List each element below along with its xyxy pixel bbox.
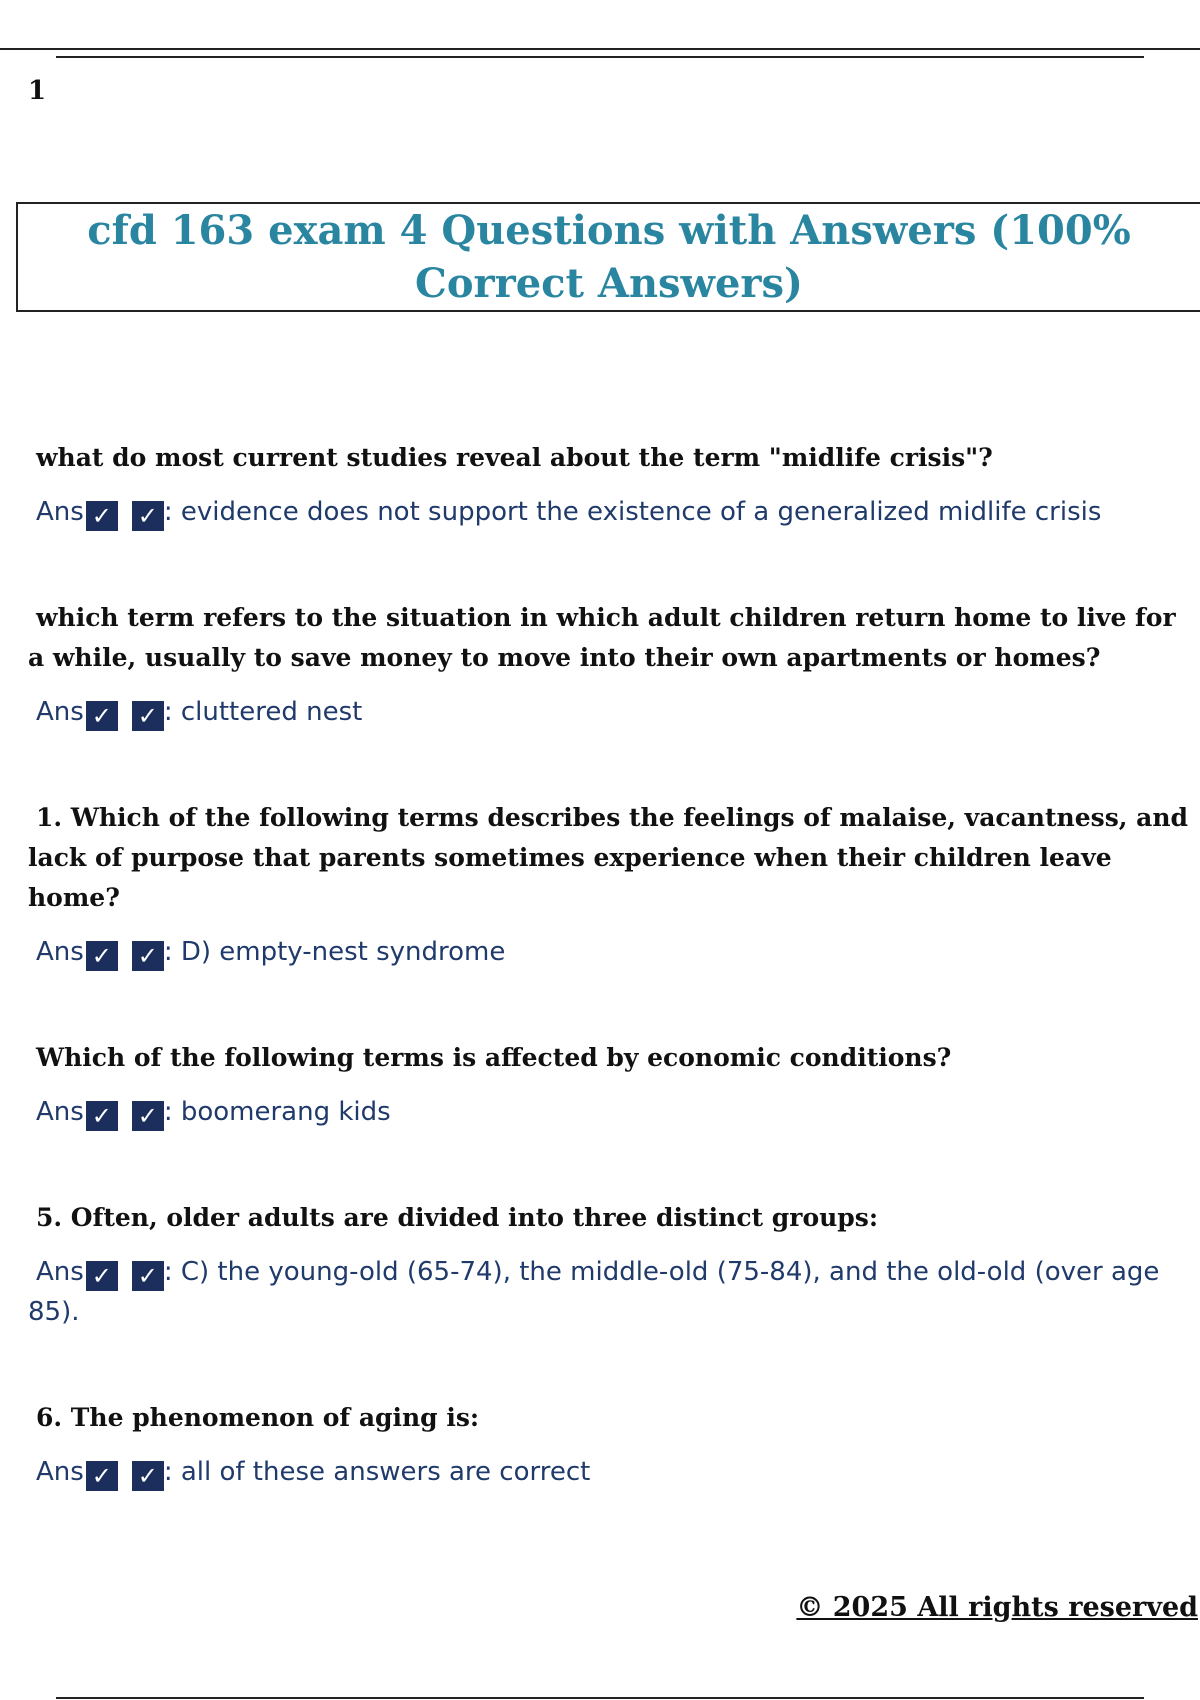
checkbox-icon: ✓ [86, 1461, 118, 1491]
answer-text: : C) the young-old (65-74), the middle-old (75-84), and the old-old (over age 85). [28, 1257, 1160, 1327]
answer-line [28, 692, 1196, 732]
copyright-footer: © 2025 All rights reserved [796, 1592, 1198, 1623]
qa-list [28, 438, 1196, 1558]
checkbox-icon: ✓ [86, 501, 118, 531]
question-text: 6. The phenomenon of aging is: [36, 1403, 480, 1432]
answer-text: : evidence does not support the existence of a generalized midlife crisis [163, 497, 1102, 527]
checkbox-icon: ✓ [132, 501, 164, 531]
answer-line [28, 492, 1196, 532]
answer-line [28, 1092, 1196, 1132]
question-text: 5. Often, older adults are divided into three distinct groups: [36, 1203, 879, 1232]
answer-prefix: Ans [36, 1457, 84, 1487]
checkbox-icon: ✓ [86, 1261, 118, 1291]
answer-text: : cluttered nest [163, 697, 363, 727]
answer-line [28, 1252, 1196, 1332]
answer-line [28, 932, 1196, 972]
checkbox-icon: ✓ [86, 1101, 118, 1131]
checkbox-icon: ✓ [132, 1101, 164, 1131]
qa-item [28, 598, 1196, 732]
page-number: 1 [28, 76, 47, 106]
answer-text: : D) empty-nest syndrome [163, 937, 506, 967]
checkbox-icon: ✓ [132, 1461, 164, 1491]
top-rule-inner [56, 56, 1144, 58]
checkbox-icon: ✓ [86, 941, 118, 971]
answer-prefix: Ans [36, 497, 84, 527]
answer-text: : all of these answers are correct [163, 1457, 591, 1487]
question-text: which term refers to the situation in which adult children return home to live for a while, usually to save money to move into their own apartments or homes? [28, 603, 1176, 672]
document-title: cfd 163 exam 4 Questions with Answers (100% Correct Answers) [87, 207, 1131, 307]
question-text: Which of the following terms is affected by economic conditions? [36, 1043, 952, 1072]
qa-item [28, 1198, 1196, 1332]
answer-line [28, 1452, 1196, 1492]
checkbox-icon: ✓ [132, 1261, 164, 1291]
bottom-rule [56, 1697, 1144, 1699]
qa-item [28, 1398, 1196, 1492]
answer-prefix: Ans [36, 1257, 84, 1287]
answer-text: : boomerang kids [163, 1097, 391, 1127]
question-text: 1. Which of the following terms describes the feelings of malaise, vacantness, and lack of purpose that parents sometimes experience when their children leave home? [28, 803, 1189, 912]
question-text: what do most current studies reveal about the term "midlife crisis"? [36, 443, 993, 472]
answer-prefix: Ans [36, 1097, 84, 1127]
answer-prefix: Ans [36, 937, 84, 967]
top-rule-outer [0, 48, 1200, 50]
checkbox-icon: ✓ [132, 701, 164, 731]
answer-prefix: Ans [36, 697, 84, 727]
qa-item [28, 798, 1196, 972]
qa-item [28, 438, 1196, 532]
title-box [16, 202, 1200, 312]
checkbox-icon: ✓ [86, 701, 118, 731]
qa-item [28, 1038, 1196, 1132]
checkbox-icon: ✓ [132, 941, 164, 971]
